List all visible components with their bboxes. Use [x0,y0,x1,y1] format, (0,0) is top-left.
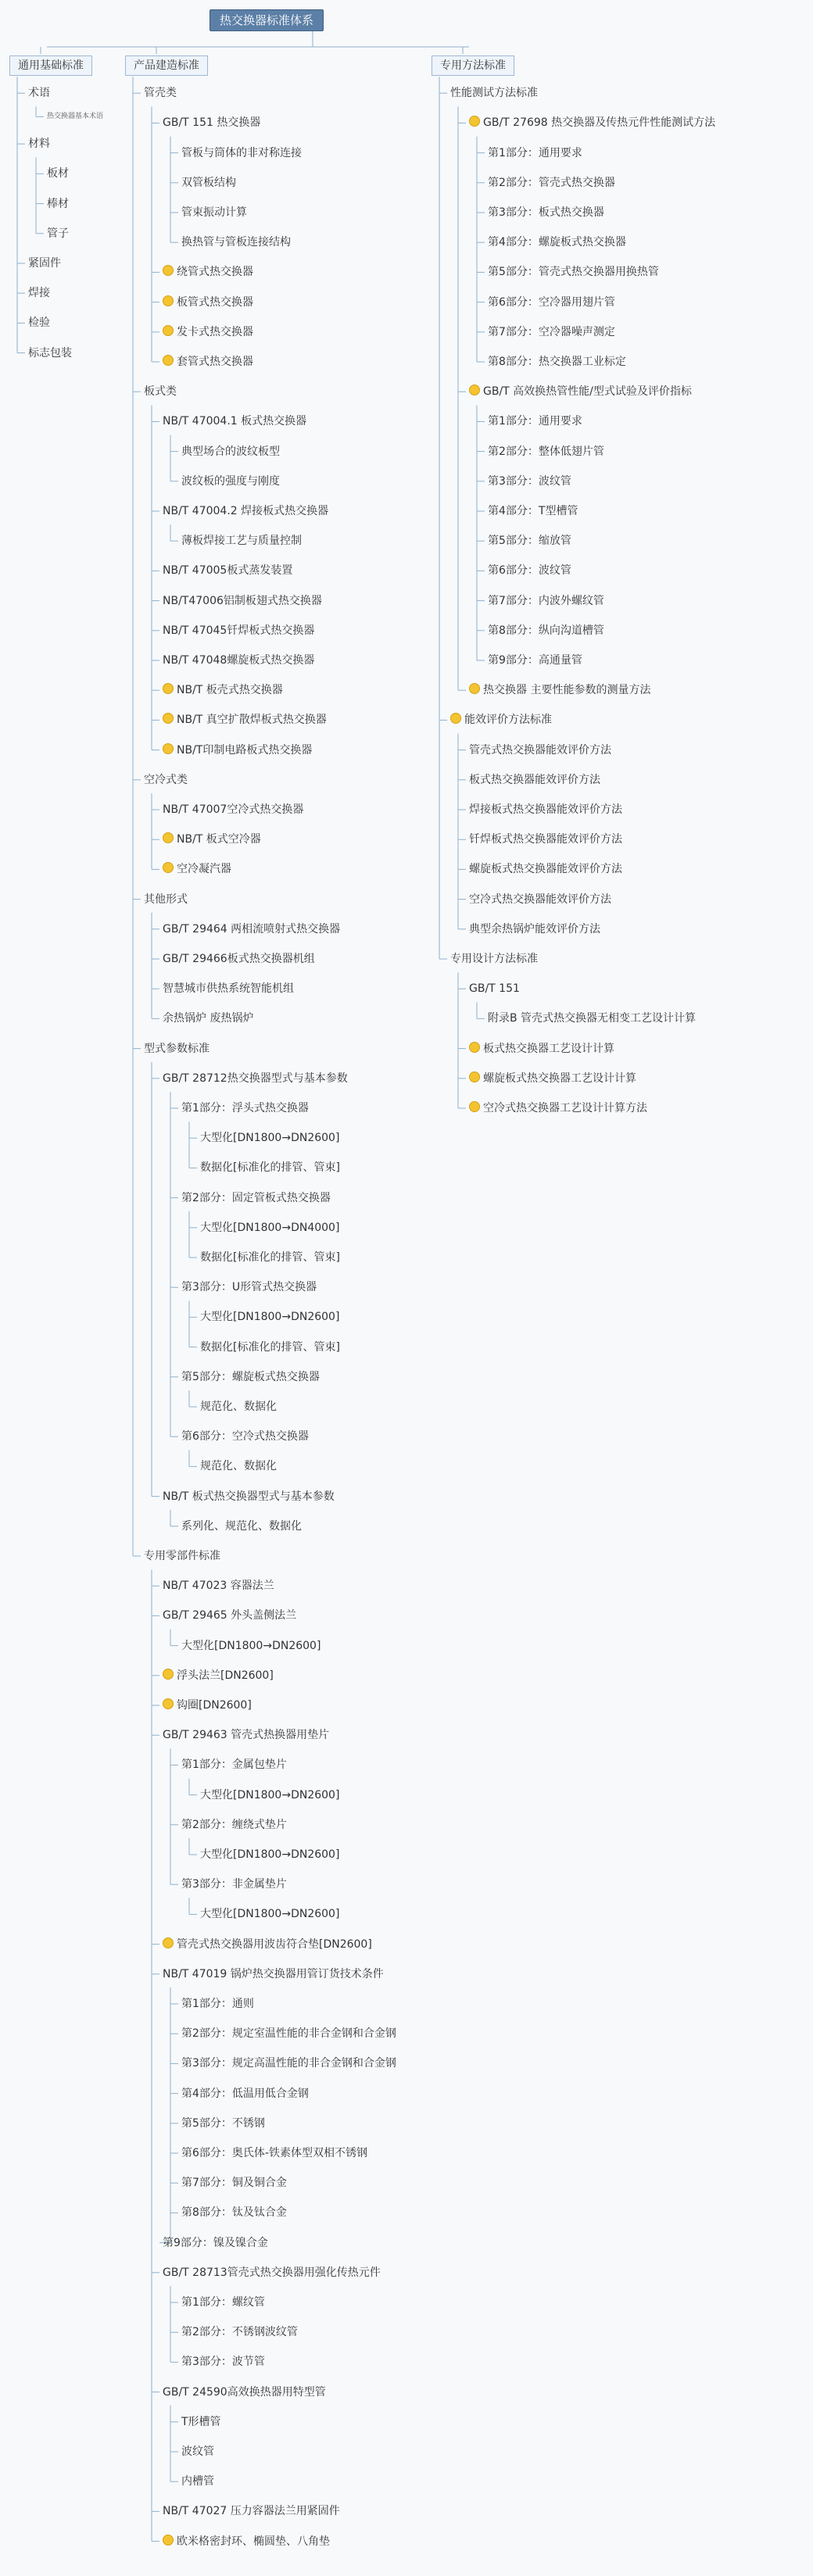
tree-node[interactable] [28,315,50,331]
node-label: 第5部分：螺旋板式热交换器 [181,1370,320,1383]
node-label: 大型化[DN1800→DN2600] [200,1311,340,1324]
node-label: 大型化[DN1800→DN2600] [181,1639,321,1652]
tree-node[interactable] [450,951,538,967]
tree-node-highlighted[interactable] [469,1100,647,1116]
tree-node[interactable] [181,175,236,191]
warning-bulb-icon [163,862,174,873]
tree-node[interactable] [469,742,611,758]
node-label: 内槽管 [181,2475,214,2488]
node-label: NB/T 板式空冷器 [177,833,261,846]
column-header-1[interactable] [9,55,92,76]
tree-node[interactable] [181,533,302,549]
tree-node[interactable] [181,1638,321,1654]
warning-bulb-icon [163,295,174,306]
node-label: 智慧城市供热系统智能机组 [163,982,294,996]
tree-node[interactable] [163,653,314,668]
tree-node-highlighted[interactable] [469,384,692,399]
tree-node[interactable] [200,1906,339,1922]
node-label: NB/T 47004.1 板式热交换器 [163,415,307,428]
tree-node[interactable] [469,892,611,907]
tree-node[interactable] [200,1309,339,1325]
node-label: 板式热交换器工艺设计计算 [483,1042,614,1055]
tree-node-highlighted[interactable] [163,324,253,340]
tree-node[interactable] [200,1160,340,1175]
warning-bulb-icon [469,1042,480,1053]
tree-node-highlighted[interactable] [163,264,253,280]
node-label: 第2部分：不锈钢波纹管 [181,2326,298,2339]
tree-node[interactable] [450,85,538,101]
tree-node[interactable] [181,2414,221,2430]
node-label: 第1部分：通则 [181,1998,254,2010]
tree-node[interactable] [181,2354,265,2370]
node-label: 检验 [28,317,50,330]
node-label: 型式参数标准 [144,1042,210,1055]
node-label: 性能测试方法标准 [450,87,538,100]
node-label: 附录B 管壳式热交换器无相变工艺设计计算 [488,1012,697,1025]
node-label: 数据化[标准化的排管、管束] [200,1340,340,1354]
warning-bulb-icon [163,265,174,276]
tree-node[interactable] [488,593,604,609]
tree-node[interactable] [163,413,306,429]
warning-bulb-icon [163,832,174,843]
node-label: 第1部分：通用要求 [488,415,582,428]
node-label: 第6部分：空冷器用翅片管 [488,295,615,309]
warning-bulb-icon [450,713,461,724]
tree-node[interactable] [163,1071,348,1086]
tree-node[interactable] [200,1250,340,1265]
node-label: 第3部分：规定高温性能的非合金钢和合金钢 [181,2057,396,2070]
tree-node[interactable] [181,1877,287,1892]
tree-node[interactable] [163,593,322,609]
node-label: 热交换器 主要性能参数的测量方法 [483,684,651,697]
node-label: 绕管式热交换器 [177,266,253,279]
node-label: 第9部分：镍及镍合金 [163,2236,268,2249]
tree-node[interactable] [144,85,177,101]
node-label: 数据化[标准化的排管、管束] [200,1251,340,1264]
node-label: 大型化[DN1800→DN4000] [200,1221,340,1234]
tree-node[interactable] [144,892,188,907]
tree-node[interactable] [28,345,72,361]
node-label: GB/T 29463 管壳式热换器用垫片 [163,1729,330,1742]
tree-node[interactable] [488,413,582,429]
tree-node[interactable] [181,2474,214,2489]
tree-node-highlighted[interactable] [163,861,231,877]
node-label: GB/T 28712热交换器型式与基本参数 [163,1072,348,1085]
tree-node[interactable] [28,85,50,101]
node-label: T形槽管 [181,2415,221,2428]
tree-node[interactable] [163,1608,296,1623]
node-label: 第5部分：管壳式热交换器用换热管 [488,266,659,279]
tree-node[interactable] [200,1340,340,1355]
node-label: 螺旋板式热交换器能效评价方法 [469,863,622,876]
warning-bulb-icon [469,1101,480,1112]
tree-node[interactable] [488,295,615,310]
node-label: 第2部分：缠绕式垫片 [181,1818,287,1831]
tree-node-highlighted[interactable] [163,295,253,310]
node-label: 第3部分：波纹管 [488,474,571,488]
node-label: 余热锅炉 废热锅炉 [163,1012,254,1025]
warning-bulb-icon [163,325,174,336]
warning-bulb-icon [163,1698,174,1709]
tree-node[interactable] [163,1578,274,1594]
tree-node[interactable] [144,1548,220,1564]
tree-node[interactable] [163,802,303,818]
tree-node[interactable] [28,256,61,271]
tree-node[interactable] [200,1787,339,1803]
tree-node[interactable] [469,981,520,996]
node-label: NB/T 47048螺旋板式热交换器 [163,654,315,667]
node-label: NB/T 47019 锅炉热交换器用管订货技术条件 [163,1967,384,1980]
tree-node-highlighted[interactable] [163,1937,372,1952]
warning-bulb-icon [163,683,174,694]
node-label: 产品建造标准 [134,59,199,72]
node-label: NB/T 47045钎焊板式热交换器 [163,624,315,637]
node-label: 第3部分：板式热交换器 [488,206,604,219]
node-label: 空冷式类 [144,773,188,786]
node-label: GB/T 高效换热管性能/型式试验及评价指标 [483,385,692,399]
node-label: 第6部分：奥氏体-铁素体型双相不锈钢 [181,2147,367,2159]
node-label: 钩圈[DN2600] [177,1699,252,1712]
tree-node-highlighted[interactable] [163,832,261,847]
root-title[interactable]: 热交换器标准体系 [210,9,324,31]
node-label: 第3部分：非金属垫片 [181,1878,287,1891]
node-label: GB/T 27698 热交换器及传热元件性能测试方法 [483,116,716,130]
warning-bulb-icon [163,355,174,366]
tree-node[interactable] [181,2026,396,2041]
node-label: 发卡式热交换器 [177,325,253,338]
warning-bulb-icon [469,385,480,395]
tree-node[interactable] [163,1489,335,1504]
tree-node[interactable] [181,474,280,489]
tree-node[interactable] [181,2324,298,2340]
node-label: 板式类 [144,385,177,399]
tree-node[interactable] [181,1817,287,1833]
tree-node[interactable] [163,115,260,131]
tree-node[interactable] [181,1279,317,1295]
tree-node[interactable] [163,1966,384,1982]
node-label: 套管式热交换器 [177,356,253,368]
node-label: 第3部分：波节管 [181,2356,265,2369]
node-label: GB/T 24590高效换热器用特型管 [163,2385,326,2399]
tree-node[interactable] [144,1041,210,1057]
tree-node[interactable] [144,384,177,399]
tree-node[interactable] [163,981,294,996]
node-label: GB/T 28713管壳式热交换器用强化传热元件 [163,2266,381,2279]
node-label: 专用零部件标准 [144,1550,220,1562]
node-label: 大型化[DN1800→DN2600] [200,1908,340,1921]
tree-node[interactable] [488,324,615,340]
tree-node-highlighted[interactable] [469,1071,636,1086]
node-label: NB/T 47005板式蒸发装置 [163,564,293,578]
node-label: NB/T 板式热交换器型式与基本参数 [163,1490,335,1503]
tree-node-highlighted[interactable] [469,682,650,698]
node-label: GB/T 151 [469,982,520,996]
tree-node[interactable] [181,2444,214,2460]
node-label: NB/T印制电路板式热交换器 [177,743,313,757]
tree-node-highlighted[interactable] [163,354,253,370]
node-label: 板材 [47,167,69,181]
tree-node[interactable] [488,444,604,460]
tree-node[interactable] [200,1458,277,1474]
tree-node[interactable] [163,1727,329,1743]
tree-node[interactable] [200,1220,339,1236]
node-label: 第5部分：不锈钢 [181,2116,265,2130]
node-label: 第7部分：内波外螺纹管 [488,594,604,607]
tree-node[interactable] [488,264,659,280]
tree-node[interactable] [181,1190,331,1206]
node-label: 浮头法兰[DN2600] [177,1669,274,1682]
tree-node[interactable] [181,2205,287,2220]
tree-node[interactable] [488,563,571,578]
node-label: 材料 [28,138,50,151]
warning-bulb-icon [469,1072,480,1082]
tree-node[interactable] [181,205,247,220]
node-label: 大型化[DN1800→DN2600] [200,1132,340,1145]
tree-node[interactable] [488,533,571,549]
tree-node[interactable] [469,772,600,788]
node-label: 专用设计方法标准 [450,953,538,965]
tree-node[interactable] [181,444,280,460]
node-label: 管壳式热交换器用波齿符合垫[DN2600] [177,1937,372,1951]
tree-node[interactable] [200,1847,339,1862]
node-label: 系列化、规范化、数据化 [181,1519,302,1533]
node-label: 第7部分：铜及铜合金 [181,2177,287,2190]
node-label: 双管板结构 [181,176,236,189]
tree-node[interactable] [181,145,302,161]
tree-node[interactable] [163,503,328,519]
tree-node[interactable] [163,2265,381,2281]
warning-bulb-icon [163,743,174,754]
node-label: 第2部分：整体低翅片管 [488,445,604,458]
tree-node[interactable] [469,832,622,847]
node-label: 波纹板的强度与刚度 [181,474,280,488]
node-label: 管壳式热交换器能效评价方法 [469,743,611,757]
tree-node-highlighted[interactable] [469,1041,614,1057]
node-label: GB/T 29465 外头盖侧法兰 [163,1609,297,1623]
node-label: 第9部分：高通量管 [488,654,582,667]
tree-node[interactable] [163,2503,340,2519]
tree-node[interactable] [163,951,315,967]
node-label: 欧米格密封环、椭圆垫、八角垫 [177,2535,330,2548]
tree-node[interactable] [28,285,50,301]
tree-node[interactable] [488,623,604,639]
column-header-3[interactable] [432,55,514,76]
node-label: 热交换器基本术语 [47,113,104,121]
tree-node[interactable] [488,234,626,250]
tree-node[interactable] [488,175,615,191]
node-label: GB/T 29464 两相流喷射式热交换器 [163,922,341,936]
node-label: 管板与筒体的非对称连接 [181,146,302,159]
tree-node[interactable] [181,1369,320,1385]
node-label: 标志包装 [28,346,72,360]
tree-node[interactable] [181,1519,302,1534]
tree-node[interactable] [47,226,69,242]
tree-node[interactable] [181,2116,265,2131]
node-label: 第3部分：U形管式热交换器 [181,1281,317,1294]
tree-node[interactable] [488,503,578,519]
node-label: 第8部分：钛及钛合金 [181,2206,287,2220]
node-label: 第8部分：纵向沟道槽管 [488,624,604,637]
warning-bulb-icon [469,683,480,694]
tree-node[interactable] [488,653,582,668]
warning-bulb-icon [163,1937,174,1948]
node-label: 第2部分：规定室温性能的非合金钢和合金钢 [181,2027,396,2041]
node-label: 棒材 [47,197,69,210]
tree-node[interactable] [163,1011,253,1026]
tree-node[interactable] [488,474,571,489]
node-label: 第4部分：螺旋板式热交换器 [488,236,626,249]
tree-node-highlighted[interactable] [163,1668,274,1683]
tree-node-highlighted[interactable] [163,712,327,728]
node-label: 第5部分：缩放管 [488,535,571,548]
tree-node[interactable] [181,1757,287,1773]
node-label: 大型化[DN1800→DN2600] [200,1848,340,1861]
node-label: 波纹管 [181,2445,214,2458]
node-label: 规范化、数据化 [200,1401,277,1413]
node-label: 换热管与管板连接结构 [181,236,291,249]
warning-bulb-icon [163,2535,174,2546]
tree-node[interactable] [200,1399,277,1415]
node-label: 第2部分：固定管板式热交换器 [181,1191,331,1204]
node-label: NB/T 真空扩散焊板式热交换器 [177,714,327,727]
node-label: 第2部分：管壳式热交换器 [488,176,615,189]
node-label: 第1部分：浮头式热交换器 [181,1102,309,1114]
node-label: 第1部分：金属包垫片 [181,1758,287,1772]
tree-node[interactable] [163,2235,268,2251]
node-label: 第7部分：空冷器噪声测定 [488,325,615,338]
tree-node[interactable] [469,861,622,877]
column-header-2[interactable] [125,55,208,76]
node-label: 其他形式 [144,893,188,906]
node-label: NB/T47006铝制板翅式热交换器 [163,594,322,607]
node-label: 第6部分：波纹管 [488,564,571,578]
tree-node-highlighted[interactable] [163,742,312,758]
node-label: NB/T 47027 压力容器法兰用紧固件 [163,2505,340,2518]
node-label: 第8部分：热交换器工业标定 [488,356,626,368]
tree-node[interactable] [163,2385,326,2400]
node-label: 能效评价方法标准 [464,714,552,727]
tree-node[interactable] [163,563,292,578]
node-label: NB/T 47023 容器法兰 [163,1580,274,1593]
tree-node[interactable] [163,623,314,639]
node-label: 板管式热交换器 [177,295,253,309]
tree-node[interactable] [181,1996,254,2012]
node-label: 第1部分：螺纹管 [181,2296,265,2309]
tree-node[interactable] [181,2086,309,2102]
tree-node[interactable] [181,2175,287,2191]
node-label: NB/T 47004.2 焊接板式热交换器 [163,505,329,517]
node-label: 紧固件 [28,256,61,270]
tree-node-highlighted[interactable] [163,1698,252,1713]
tree-node[interactable] [488,145,582,161]
node-label: 管束振动计算 [181,206,247,219]
node-label: 薄板焊接工艺与质量控制 [181,535,302,548]
tree-node[interactable] [469,921,600,937]
node-label: 通用基础标准 [18,59,84,72]
node-label: 焊接板式热交换器能效评价方法 [469,803,622,816]
node-label: 空冷式热交换器工艺设计计算方法 [483,1102,647,1114]
node-label: 典型场合的波纹板型 [181,445,280,458]
tree-node[interactable] [181,2055,396,2071]
node-label: 钎焊板式热交换器能效评价方法 [469,833,622,846]
node-label: 第6部分：空冷式热交换器 [181,1430,309,1444]
node-label: 第4部分：低温用低合金钢 [181,2087,309,2100]
warning-bulb-icon [163,1669,174,1680]
tree-node[interactable] [47,109,103,124]
tree-node[interactable] [163,921,340,937]
tree-node-highlighted[interactable] [450,712,552,728]
node-label: 管子 [47,227,69,240]
node-label: 第1部分：通用要求 [488,146,582,159]
node-label: 典型余热锅炉能效评价方法 [469,922,600,936]
tree-node-highlighted[interactable] [469,115,715,131]
node-label: GB/T 29466板式热交换器机组 [163,953,315,965]
warning-bulb-icon [163,713,174,724]
tree-node[interactable] [144,772,188,788]
node-label: 专用方法标准 [440,59,506,72]
tree-node-highlighted[interactable] [163,2534,330,2549]
tree-node[interactable] [200,1130,339,1146]
node-label: 板式热交换器能效评价方法 [469,773,600,786]
node-label: 数据化[标准化的排管、管束] [200,1161,340,1175]
tree-node[interactable] [181,234,291,250]
tree-node[interactable] [181,1100,309,1116]
node-label: NB/T 47007空冷式热交换器 [163,803,304,816]
node-label: 术语 [28,87,50,100]
node-label: 空冷凝汽器 [177,863,231,876]
tree-node[interactable] [181,2295,265,2310]
tree-node[interactable] [181,2145,367,2161]
node-label: 螺旋板式热交换器工艺设计计算 [483,1072,636,1085]
node-label: 规范化、数据化 [200,1460,277,1473]
node-label: NB/T 板壳式热交换器 [177,684,283,697]
tree-node[interactable] [181,1429,309,1444]
node-label: 管壳类 [144,87,177,100]
tree-node[interactable] [488,1011,696,1026]
tree-node[interactable] [28,136,50,152]
tree-node[interactable] [488,205,604,220]
tree-node[interactable] [469,802,622,818]
node-label: GB/T 151 热交换器 [163,116,261,130]
warning-bulb-icon [469,116,480,127]
tree-node[interactable] [47,196,69,212]
node-label: 第4部分：T型槽管 [488,505,578,517]
tree-node[interactable] [47,166,69,181]
node-label: 焊接 [28,287,50,300]
tree-node[interactable] [488,354,626,370]
tree-node-highlighted[interactable] [163,682,283,698]
node-label: 大型化[DN1800→DN2600] [200,1788,340,1801]
node-label: 空冷式热交换器能效评价方法 [469,893,611,906]
